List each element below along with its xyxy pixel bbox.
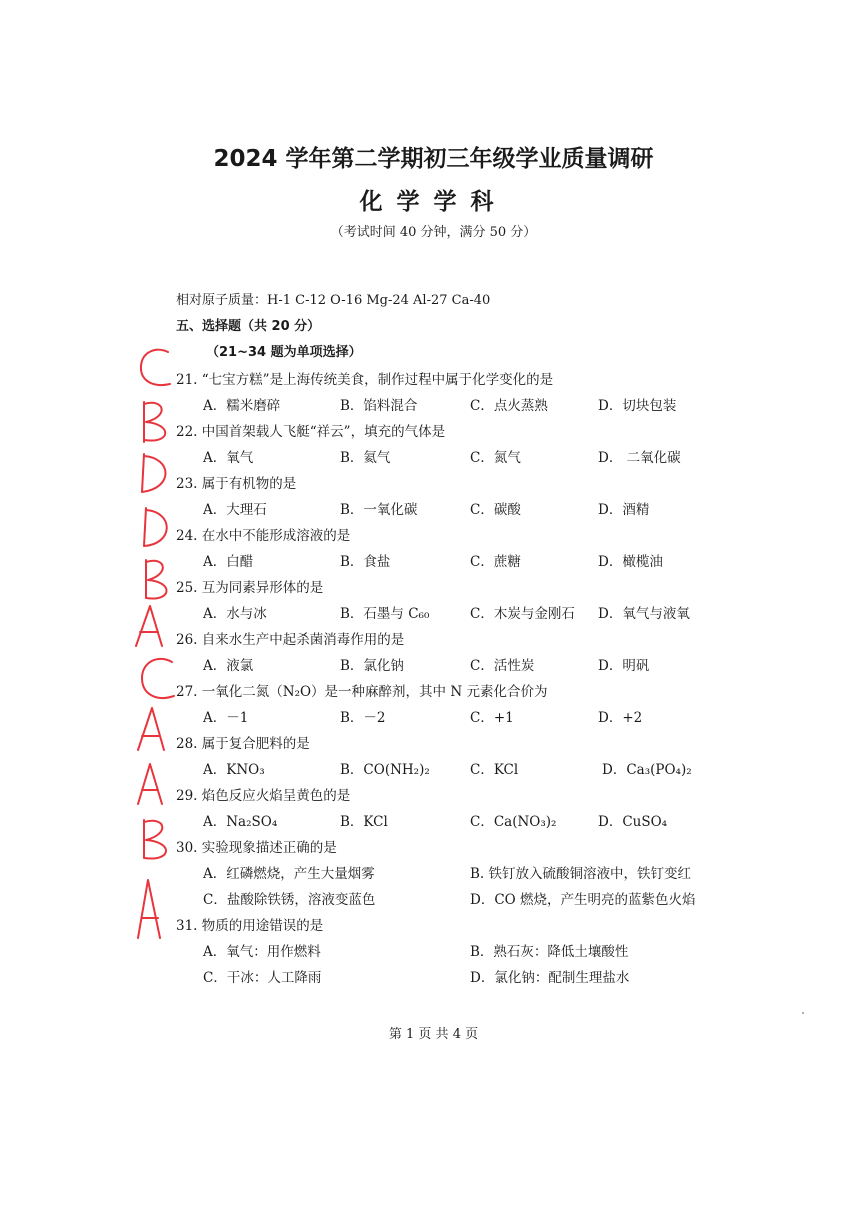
question-stem: 24. 在水中不能形成溶液的是 (176, 528, 351, 544)
atomic-masses: 相对原子质量：H-1 C-12 O-16 Mg-24 Al-27 Ca-40 (176, 293, 491, 308)
option: C．干冰：人工降雨 (203, 970, 322, 986)
option: A．大理石 (203, 502, 267, 518)
question-stem: 30. 实验现象描述正确的是 (176, 840, 337, 856)
handwritten-answer-a (136, 606, 162, 646)
question-stem: 31. 物质的用途错误的是 (176, 918, 324, 934)
option: A．氧气 (203, 450, 254, 466)
option: A．KNO₃ (203, 762, 265, 778)
option: D．氯化钠：配制生理盐水 (470, 970, 630, 986)
question-stem: 22. 中国首架载人飞艇“祥云”，填充的气体是 (176, 424, 446, 440)
option: A．水与冰 (203, 606, 267, 622)
option: B. 铁钉放入硫酸铜溶液中，铁钉变红 (470, 866, 692, 882)
option: B．馅料混合 (340, 398, 418, 414)
question-stem: 21. “七宝方糕”是上海传统美食，制作过程中属于化学变化的是 (176, 372, 554, 388)
option: D．Ca₃(PO₄)₂ (602, 762, 692, 778)
question-stem: 23. 属于有机物的是 (176, 476, 297, 492)
question-stem: 26. 自来水生产中起杀菌消毒作用的是 (176, 632, 405, 648)
option: D．橄榄油 (598, 554, 663, 570)
option: C．点火蒸熟 (470, 398, 548, 414)
option: B．食盐 (340, 554, 391, 570)
option: C．盐酸除铁锈，溶液变蓝色 (203, 892, 376, 908)
option: B．－2 (340, 710, 386, 726)
option: A．液氯 (203, 658, 254, 674)
option: B．石墨与 C₆₀ (340, 606, 430, 622)
option: A．Na₂SO₄ (203, 814, 278, 830)
question-stem: 25. 互为同素异形体的是 (176, 580, 324, 596)
option: B．氦气 (340, 450, 391, 466)
option: B．KCl (340, 814, 388, 830)
option: D．氧气与液氧 (598, 606, 690, 622)
question-stem: 27. 一氧化二氮（N₂O）是一种麻醉剂，其中 N 元素化合价为 (176, 684, 548, 700)
handwritten-answer-b (144, 820, 166, 859)
option: D．CuSO₄ (598, 814, 668, 830)
option: D．+2 (598, 710, 643, 726)
option: C．活性炭 (470, 658, 535, 674)
handwritten-answer-b (146, 560, 167, 599)
handwritten-answer-a (138, 708, 164, 750)
exam-info: （考试时间 40 分钟，满分 50 分） (330, 225, 537, 240)
option: A．红磷燃烧，产生大量烟雾 (203, 866, 375, 882)
option: A．白醋 (203, 554, 254, 570)
handwritten-answer-d (144, 508, 167, 546)
option: B．氯化钠 (340, 658, 404, 674)
handwritten-answer-d (142, 454, 166, 492)
option: A．－1 (203, 710, 249, 726)
scan-speck (802, 1012, 804, 1014)
option: D． 二氧化碳 (598, 450, 681, 466)
handwritten-answer-a (138, 764, 162, 804)
option: A．氧气：用作燃料 (203, 944, 321, 960)
page-footer: 第 1 页 共 4 页 (388, 1027, 479, 1042)
option: C．Ca(NO₃)₂ (470, 814, 557, 830)
option: B．一氧化碳 (340, 502, 418, 518)
question-stem: 29. 焰色反应火焰呈黄色的是 (176, 788, 351, 804)
option: C．木炭与金刚石 (470, 606, 575, 622)
option: C．KCl (470, 762, 519, 778)
option: B．熟石灰：降低土壤酸性 (470, 944, 629, 960)
option: C．蔗糖 (470, 554, 521, 570)
handwritten-answer-b (144, 402, 165, 442)
option: A．糯米磨碎 (203, 398, 281, 414)
section-title: 五、选择题（共 20 分） (176, 319, 321, 334)
handwritten-answer-a (138, 880, 160, 938)
option: D．酒精 (598, 502, 650, 518)
option: C．碳酸 (470, 502, 521, 518)
exam-title: 2024 学年第二学期初三年级学业质量调研 (213, 146, 654, 172)
question-stem: 28. 属于复合肥料的是 (176, 736, 310, 752)
option: C．+1 (470, 710, 514, 726)
handwritten-answer-c (142, 659, 174, 698)
option: D．明矾 (598, 658, 650, 674)
option: C．氮气 (470, 450, 521, 466)
option: D．CO 燃烧，产生明亮的蓝紫色火焰 (470, 892, 696, 908)
subject-title: 化学学科 (359, 189, 508, 215)
section-note: （21~34 题为单项选择） (206, 345, 362, 360)
option: B．CO(NH₂)₂ (340, 762, 430, 778)
handwritten-answer-c (141, 350, 170, 385)
handwritten-answers (128, 340, 188, 950)
option: D．切块包装 (598, 398, 677, 414)
